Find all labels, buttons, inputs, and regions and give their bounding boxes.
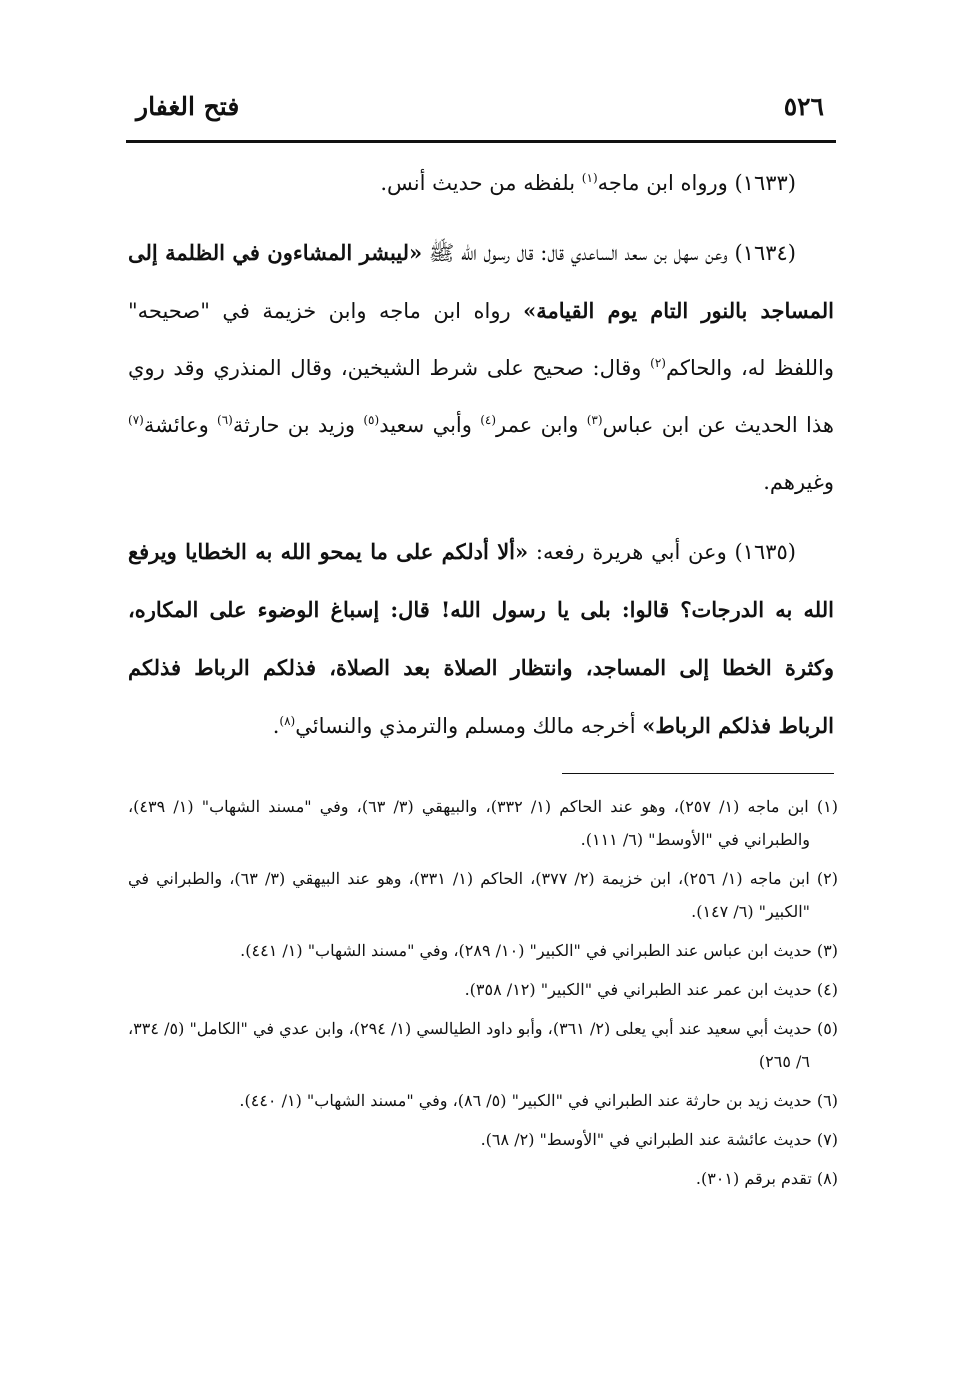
book-title: فتح الغفار [136,92,240,121]
footnote-7: (٧) حديث عائشة عند الطبراني في "الأوسط" (٢/ ٦٨). [480,1130,838,1149]
hadith-1634 [128,224,834,511]
footnote-ref: (٥) [363,413,380,427]
hadith-text: وابن عمر [496,413,587,437]
footnote-6: (٦) حديث زيد بن حارثة عند الطبراني في "الكبير" (٥/ ٨٦)، وفي "مسند الشهاب" (١/ ٤٤٠). [239,1091,838,1110]
page-number: ٥٢٦ [783,92,824,121]
footnote-2: (٢) ابن ماجه (١/ ٢٥٦)، ابن خزيمة (٢/ ٣٧٧)، الحاكم (١/ ٣٣١)، وهو عند البيهقي (٣/ ٦٣)، والطبراني في "الكبير" (٦/ ١٤٧). [128,869,838,921]
footnote-1: (١) ابن ماجه (١/ ٢٥٧)، وهو عند الحاكم (١/ ٣٣٢)، والبيهقي (٣/ ٦٣)، وفي "مسند الشهاب" (١/ ٤٣٩)، والطبراني في "الأوسط" (٦/ ١١١). [128,797,838,849]
hadith-text: ورواه ابن ماجه [597,171,735,195]
hadith-text: أخرجه مالك ومسلم والترمذي والنسائي [295,714,643,738]
hadith-text: وأبي سعيد [379,413,481,437]
footnote-3: (٣) حديث ابن عباس عند الطبراني في "الكبير" (١٠/ ٢٨٩)، وفي "مسند الشهاب" (١/ ٤٤١). [240,941,838,960]
hadith-text: وزيد بن حارثة [232,413,364,437]
hadith-1633 [128,155,834,212]
hadith-quote: «ليبشر المشاءون في الظلمة إلى المساجد بالنور التام يوم القيامة» [128,240,834,323]
hadith-text: وعائشة [143,413,218,437]
running-header [128,88,834,132]
footnotes [128,790,838,1201]
footnote-8: (٨) تقدم برقم (٣٠١). [695,1169,838,1188]
footnote-ref: (٢) [650,356,666,370]
hadith-number: (١٦٣٣) [734,171,796,195]
hadith-1635 [128,523,834,755]
hadith-number: (١٦٣٤) [734,241,796,265]
hadith-number: (١٦٣٥) [734,540,796,564]
header-rule [126,140,836,143]
footnote-ref: (٨) [279,714,296,728]
hadith-text: . [272,714,280,738]
main-text [128,155,834,767]
hadith-text: بلفظه من حديث أنس. [380,171,582,195]
hadith-text: وعن سهل بن سعد الساعدي قال: قال رسول الله ﷺ [422,241,735,265]
footnote-ref: (٤) [480,413,497,427]
hadith-text: رواه ابن ماجه وابن خزيمة في "صحيحه" واللفظ له، والحاكم [128,299,834,380]
footnote-ref: (٧) [128,413,144,427]
hadith-quote: «ألا أدلكم على ما يمحو الله به الخطايا ويرفع الله به الدرجات؟ قالوا: بلى يا رسول الله! قال: إسباغ الوضوء على المكاره، وكثرة الخطا إلى المساجد، وانتظار الصلاة بعد الصلاة، فذلكم الرباط فذلكم الرباط فذلكم الرباط» [128,539,834,738]
footnote-4: (٤) حديث ابن عمر عند الطبراني في "الكبير" (١٢/ ٣٥٨). [464,980,838,999]
footnote-5: (٥) حديث أبي سعيد عند أبي يعلى (٢/ ٣٦١)، وأبو داود الطيالسي (١/ ٢٩٤)، وابن عدي في "الكامل" (٥/ ٣٣٤، ٦/ ٢٦٥) [128,1019,839,1071]
footnote-separator [562,773,834,774]
hadith-text: وعن أبي هريرة رفعه: [528,540,735,564]
hadith-text: وقال: صحيح على شرط الشيخين، وقال المنذري وقد روي هذا الحديث عن ابن عباس [128,356,834,437]
hadith-text: وغيرهم. [763,470,834,494]
footnote-ref: (٣) [586,413,603,427]
footnote-ref: (١) [581,171,598,185]
footnote-ref: (٦) [217,413,233,427]
